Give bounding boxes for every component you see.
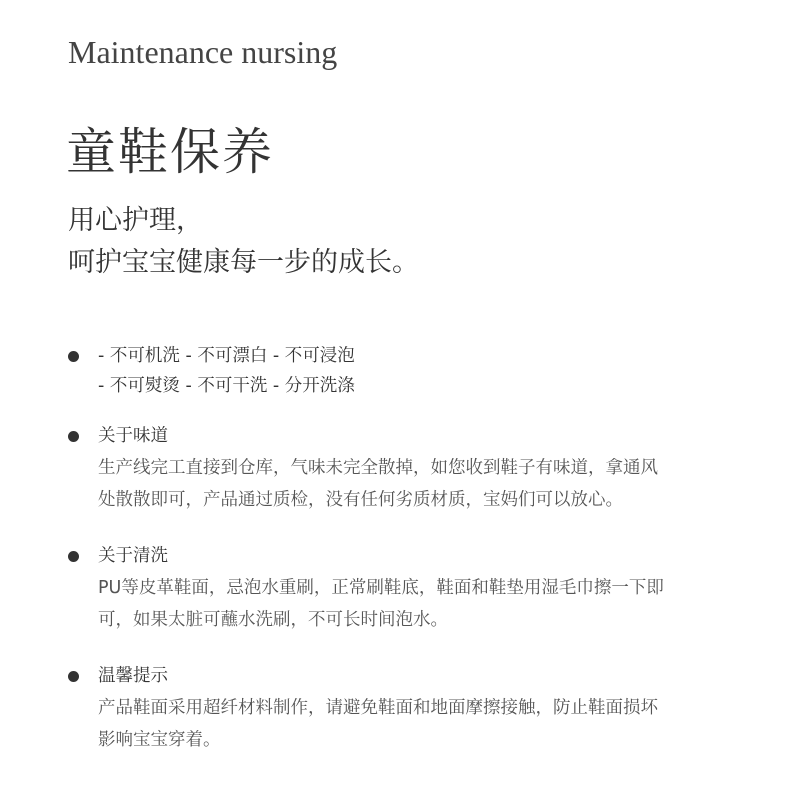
cleaning-text	[98, 541, 748, 636]
tips-text	[98, 661, 748, 756]
bullet-icon	[68, 351, 79, 362]
cleaning-title: 关于清洗	[98, 546, 168, 566]
odor-body-line-1: 生产线完工直接到仓库，气味未完全散掉，如您收到鞋子有味道，拿通风	[98, 458, 658, 478]
tips-body	[98, 692, 748, 756]
odor-text	[98, 421, 748, 516]
bullet-icon	[68, 551, 79, 562]
odor-title: 关于味道	[98, 426, 168, 446]
cleaning-body	[98, 572, 748, 636]
tips-title: 温馨提示	[98, 666, 168, 686]
care-rules-line-2: - 不可熨烫 - 不可干洗 - 分开洗涤	[98, 376, 355, 396]
care-rules-text	[98, 341, 748, 401]
bullet-icon	[68, 671, 79, 682]
tips-body-line-1: 产品鞋面采用超纤材料制作，请避免鞋面和地面摩擦接触，防止鞋面损坏	[98, 698, 658, 718]
odor-body	[98, 452, 748, 516]
cleaning-body-line-1: PU等皮革鞋面，忌泡水重刷，正常刷鞋底，鞋面和鞋垫用湿毛巾擦一下即	[98, 578, 664, 598]
tips-body-line-2: 影响宝宝穿着。	[98, 730, 221, 750]
tagline-line-1: 用心护理，	[68, 205, 203, 236]
odor-body-line-2: 处散散即可，产品通过质检，没有任何劣质材质，宝妈们可以放心。	[98, 490, 623, 510]
bullet-icon	[68, 431, 79, 442]
tagline	[68, 200, 419, 284]
care-rules-line-1: - 不可机洗 - 不可漂白 - 不可浸泡	[98, 346, 355, 366]
tagline-line-2: 呵护宝宝健康每一步的成长。	[68, 247, 419, 278]
page-title: 童鞋保养	[66, 123, 274, 181]
cleaning-body-line-2: 可，如果太脏可蘸水洗刷，不可长时间泡水。	[98, 610, 448, 630]
section-eyebrow: Maintenance nursing	[68, 34, 338, 70]
